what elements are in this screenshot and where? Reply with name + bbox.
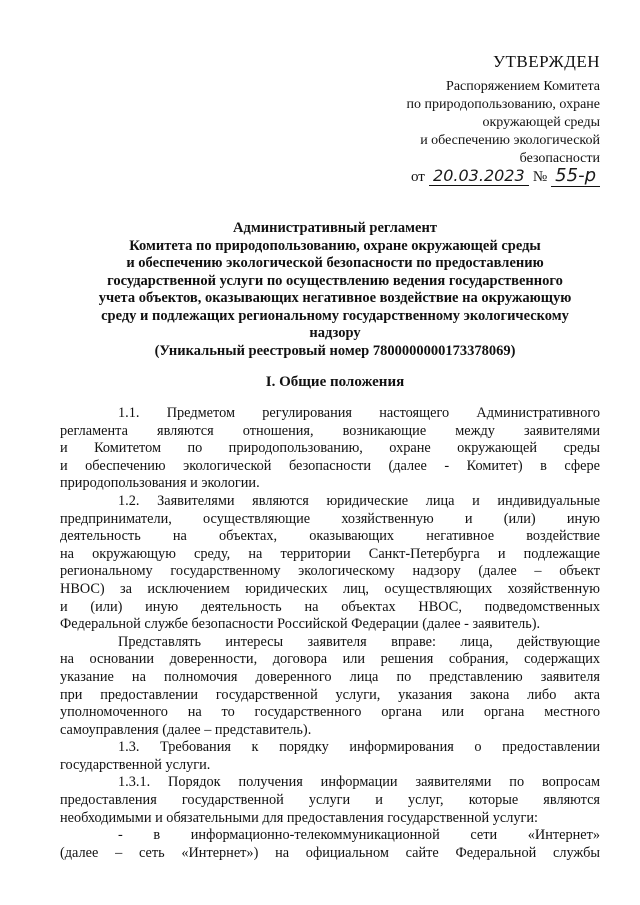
approval-order-block	[340, 78, 600, 168]
text-line: на основании доверенности, договора или решения собрания, содержащих	[60, 651, 600, 668]
title-line: и обеспечению экологической безопасности по предоставлению	[126, 255, 544, 271]
text-line: на окружающую среду, на территории Санкт-Петербурга и подлежащие	[60, 545, 600, 562]
text-line: государственной услуги.	[60, 756, 211, 773]
handwritten-number: 55-р	[551, 165, 600, 187]
paragraph-1-3-1	[60, 774, 600, 827]
text-line: предприниматели, осуществляющие хозяйственную и (или) иную	[60, 510, 600, 527]
paragraph-1-2	[60, 492, 600, 634]
handwritten-date: 20.03.2023	[429, 166, 529, 186]
order-line: по природопользованию, охране	[406, 97, 600, 112]
paragraph-1-1	[60, 405, 600, 493]
text-line: регламента являются отношения, возникающие между заявителями	[60, 422, 600, 439]
text-line: и Комитетом по природопользованию, охране окружающей среды	[60, 440, 600, 457]
document-body	[60, 405, 600, 862]
section-heading: I. Общие положения	[265, 374, 405, 390]
order-line: окружающей среды	[482, 115, 600, 130]
text-line: деятельность на объектах, оказывающих негативное воздействие	[60, 528, 600, 545]
paragraph-representative	[60, 633, 600, 740]
text-line: региональному государственному экологическому надзору (далее – объект	[60, 563, 600, 580]
order-date-number	[411, 165, 600, 187]
text-line: и обеспечению экологической безопасности (далее - Комитет) в сфере	[60, 457, 600, 474]
date-prefix: от	[411, 169, 425, 185]
text-line: уполномоченного на то государственного органа или органа местного	[60, 704, 600, 721]
title-line: Административный регламент	[233, 220, 437, 236]
order-line: безопасности	[519, 151, 600, 166]
text-line: Федеральной службе безопасности Российской Федерации (далее - заявитель).	[60, 616, 541, 633]
text-line: при предоставлении государственной услуги, указания закона либо акта	[60, 686, 600, 703]
text-line: 1.2. Заявителями являются юридические лица и индивидуальные	[118, 492, 600, 509]
approval-stamp-title: УТВЕРЖДЕН	[493, 52, 600, 71]
text-line: необходимыми и обязательными для предоставления государственной услуги:	[60, 809, 538, 826]
text-line: 1.3.1. Порядок получения информации заявителями по вопросам	[118, 774, 600, 791]
registry-number-line: (Уникальный реестровый номер 7800000000173378069)	[154, 342, 516, 359]
title-line: надзору	[309, 325, 361, 341]
text-line: предоставления государственной услуги и услуг, которые являются	[60, 792, 600, 809]
text-line: указание на полномочия доверенного лица по представлению заявителя	[60, 668, 600, 685]
text-line: (далее – сеть «Интернет») на официальном сайте Федеральной службы	[60, 844, 600, 861]
title-line: Комитета по природопользованию, охране окружающей среды	[129, 237, 541, 254]
document-title	[60, 220, 610, 360]
number-prefix: №	[532, 169, 548, 185]
text-line: Представлять интересы заявителя вправе: лица, действующие	[118, 633, 600, 650]
title-line: учета объектов, оказывающих негативное воздействие на окружающую	[98, 290, 572, 306]
text-line: НВОС) за исключением юридических лиц, осуществляющих хозяйственную	[60, 580, 600, 597]
paragraph-1-3	[60, 739, 600, 774]
order-line: и обеспечению экологической	[420, 133, 600, 148]
title-line: среду и подлежащих региональному государственному экологическому	[101, 307, 569, 324]
text-line: 1.3. Требования к порядку информирования о предоставлении	[118, 739, 600, 756]
text-line: самоуправления (далее – представитель).	[60, 721, 312, 738]
paragraph-internet	[60, 827, 600, 862]
text-line: 1.1. Предметом регулирования настоящего Административного	[118, 405, 600, 421]
text-line: и (или) иную деятельность на объектах НВОС, подведомственных	[60, 598, 600, 615]
text-line: - в информационно-телекоммуникационной сети «Интернет»	[118, 827, 600, 844]
order-line: Распоряжением Комитета	[446, 79, 600, 94]
text-line: природопользования и экологии.	[60, 475, 260, 492]
title-line: государственной услуги по осуществлению ведения государственного	[107, 272, 563, 289]
